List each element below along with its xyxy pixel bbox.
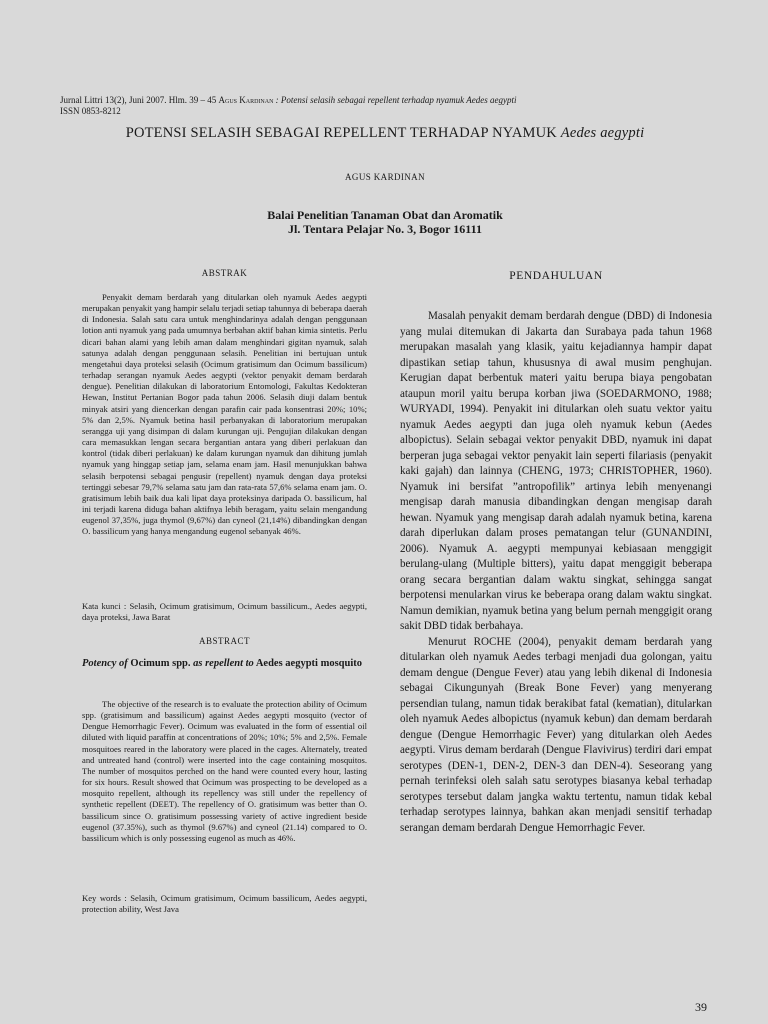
abstract-subtitle [82,657,367,670]
abstract-paragraph: The objective of the research is to evaluate the protection ability of Ocimum spp. (gratisimum and bassilicum) against Aedes aegypti mosquito (vector of Dengue Hemorrhagic Fever). Ocimum was evaluated in the form of essential oil diluted with liquid paraffin at concentrations of 20%; 10%; 5% and 2,5%. Female mosquitoes reared in the laboratory were placed in the cages. Alternately, treated and untreated hand (control) were inserted into the cage containing mosquitos. The number of mosquitos perched on the hand were counted every hour, lasting for six hours. Result showed that Ocimum was prospecting to be developed as a mosquito repellent, although its repellency was still under the repellency of synthetic repellent (DEET). The repellency of O. gratisimum was better than O. bassilicum since O. gratisimum possessing variety of active ingredient beside eugenol (37.35%), such as thymol (9.67%) and cyneol (21.14) compared to O. bassilicum which is only possessing eugenol as much as 46%. [82,699,367,843]
paper-title [60,125,710,142]
institution-name: Balai Penelitian Tanaman Obat dan Aromatik [267,208,503,222]
running-head-author: Agus Kardinan [218,95,274,105]
subtitle-part-d: Aedes aegypti mosquito [255,658,363,669]
title-main: POTENSI SELASIH SEBAGAI REPELLENT TERHADAP NYAMUK [125,125,557,141]
author: AGUS KARDINAN [345,172,425,182]
pendahuluan-body [400,309,712,836]
abstrak-paragraph: Penyakit demam berdarah yang ditularkan oleh nyamuk Aedes aegypti merupakan penyakit yang hampir selalu terjadi setiap tahunnya di beberapa daerah di Indonesia. Salah satu cara untuk menghindarinya adalah dengan penggunaan lotion anti nyamuk yang pada umumnya berbahan aktif bahan kimia sintetis. Perlu dicari bahan alami yang lebih aman dalam menghindari gigitan nyamuk, salah satunya adalah dengan penggunaan selasih. Penelitian ini bertujuan untuk mengetahui daya proteksi selasih (Ocimum gratisimum dan Ocimum bassilicum) terhadap serangan nyamuk Aedes aegypti (vektor penyakit demam berdarah dengue). Penelitian dilakukan di laboratorium Entomologi, Fakultas Kedokteran Hewan, Institut Pertanian Bogor pada tahun 2006. Selasih diuji dalam bentuk minyak atsiri yang diencerkan dengan parafin cair pada konsentrasi 20%; 10%; 5% dan 2,5%. Nyamuk betina hasil perbanyakan di laboratorium merupakan serangga uji yang disimpan di dalam kurungan uji. Pengujian dilakukan dengan cara memasukkan lengan secara bergantian antara yang diberi perlakuan dan kontrol (tidak diberi perlakuan) ke dalam kurungan nyamuk dan dihitung jumlah nyamuk yang hinggap setiap jam, selama enam jam. Hasil menunjukkan bahwa selasih berpotensi sebagai pengusir (repellent) nyamuk dengan daya proteksi tertinggi sebesar 79,7% selama satu jam dan rata-rata 57,6% selama enam jam. O. gratisimum lebih baik dua kali lipat daya proteksinya daripada O. bassilicum, hal ini terjadi karena diduga bahan aktifnya lebih beragam, yaitu selain mengandung eugenol 37,35%, juga thymol (9,67%) dan cyneol (21,14%) dibandingkan dengan O. bassilicum yang hanya mengandung eugenol sebanyak 46%. [82,292,367,537]
abstract-keywords-text: Selasih, Ocimum gratisimum, Ocimum bassilicum, Aedes aegypti, protection ability, West Java [82,893,367,915]
abstract-body [82,699,367,844]
pendahuluan-paragraph-1: Masalah penyakit demam berdarah dengue (DBD) di Indonesia yang mulai ditemukan di Jakarta dan Surabaya pada tahun 1968 merupakan masalah yang klasik, yaitu kejadiannya hampir dapat dipastikan setiap tahun, khususnya di awal musim penghujan. Kerugian dapat berbentuk materi yaitu berupa biaya pengobatan ataupun moril yaitu berupa korban jiwa (SOEDARMONO, 1988; WURYADI, 1994). Penyakit ini ditularkan oleh suatu vektor yaitu nyamuk Aedes aegypti dan juga oleh nyamuk kebun (Aedes albopictus). Selain sebagai vektor penyakit DBD, nyamuk ini dapat berperan juga sebagai vektor penyakit lain seperti filariasis (penyakit kaki gajah) dan lainnya (CHENG, 1973; CHRISTOPHER, 1960). Nyamuk ini bersifat ”antropofilik” artinya lebih menyenangi mengisap darah manusia dibandingkan dengan mengisap darah hewan. Nyamuk yang mengisap darah adalah nyamuk betina, karena darah diperlukan dalam proses pematangan telur (GUNANDINI, 2006). Nyamuk A. aegypti mempunyai kebiasaan menggigit berulang-ulang (Multiple bitters), yaitu dapat menggigit beberapa orang secara bergantian dalam waktu singkat, sehingga sangat berpotensi menularkan virus ke beberapa orang dalam waktu singkat. Namun demikian, nyamuk betina yang belum pernah menggigit orang sakit DBD tidak berbahaya. [400,310,712,632]
abstract-heading: ABSTRACT [198,636,250,646]
abstrak-heading: ABSTRAK [201,268,248,278]
subtitle-part-c: as repellent to [193,658,254,669]
pendahuluan-paragraph-2: Menurut ROCHE (2004), penyakit demam berdarah yang ditularkan oleh nyamuk Aedes terbagi menjadi dua golongan, yaitu demam dengue (Dengue Fever) atau yang lebih dikenal di Indonesia sebagai Cikungunyah (Break Bone Fever) yang menyerang persendian tulang, namun tidak berakibat fatal (kematian), ditularkan oleh nyamuk Aedes albopictus (nyamuk kebun) dan demam berdarah dengue (Dengue Hemorrhagic Fever) yang ditularkan oleh Aedes aegypti. Virus demam berdarah (Dengue Flavivirus) terdiri dari empat serotypes (DEN-1, DEN-2, DEN-3 dan DEN-4). Seseorang yang pernah terinfeksi oleh salah satu serotypes biasanya kebal terhadap serotypes tersebut dalam jangka waktu tertentu, namun tidak kebal terhadap serotypes lainnya, bahkan akan menjadi sensitif terhadap serangan demam berdarah Dengue Hemorrhagic Fever. [400,635,712,834]
abstrak-keywords-text: Selasih, Ocimum gratisimum, Ocimum bassilicum., Aedes aegypti, daya proteksi, Jawa Barat [82,601,367,623]
pendahuluan-heading: PENDAHULUAN [509,270,603,282]
running-head-title: : Potensi selasih sebagai repellent terhadap nyamuk Aedes aegypti [275,95,517,105]
abstrak-body [82,292,367,537]
subtitle-part-b: Ocimum spp. [130,658,191,669]
title-species: Aedes aegypti [560,125,645,141]
subtitle-part-a: Potency of [82,658,128,669]
abstrak-keywords-label: Kata kunci : [82,601,127,611]
journal-citation: Jurnal Littri 13(2), Juni 2007. Hlm. 39 – 45 [60,95,217,105]
institution [60,208,710,236]
institution-address: Jl. Tentara Pelajar No. 3, Bogor 16111 [288,222,482,236]
issn: ISSN 0853-8212 [60,106,121,116]
abstract-keywords-label: Key words : [82,893,127,903]
page-number: 39 [695,1000,707,1014]
journal-header [60,95,516,117]
abstrak-keywords [82,601,367,623]
abstract-keywords [82,893,367,915]
